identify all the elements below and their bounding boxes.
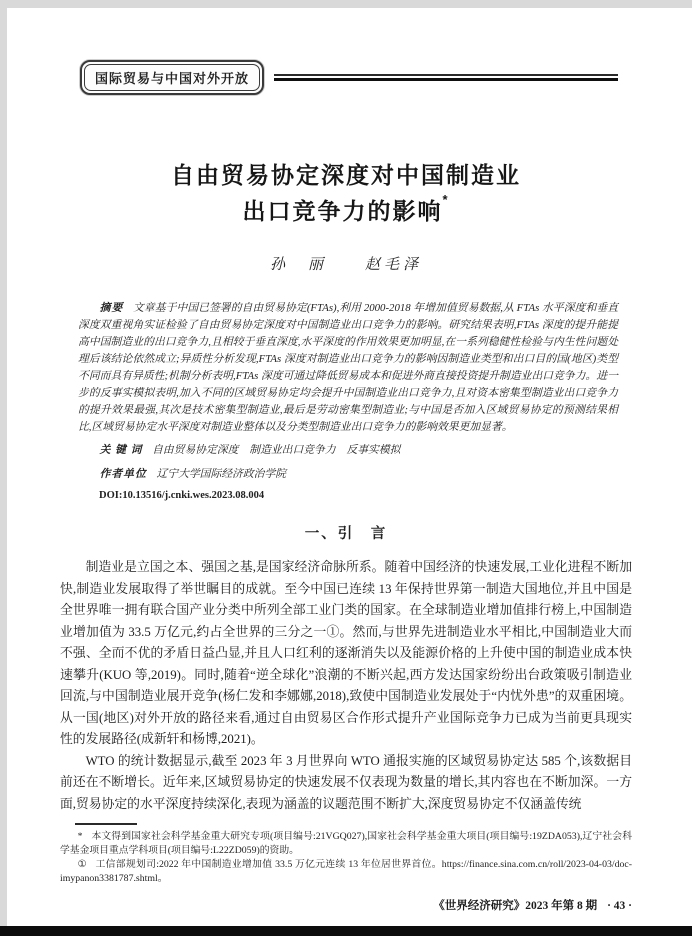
footnote-circle1-marker: ① [77, 859, 87, 870]
title-footnote-mark: * [442, 192, 450, 207]
column-badge-label: 国际贸易与中国对外开放 [84, 64, 260, 91]
body-paragraph-1: 制造业是立国之本、强国之基,是国家经济命脉所系。随着中国经济的快速发展,工业化进程不断加快,制造业发展取得了举世瞩目的成就。至今中国已连续 13 年保持世界第一制造大国地位,并且中国是全世界唯一拥有联合国产业分类中所列全部工业门类的国家。在全球制造业增加值排行榜上,中国制造业增加值为 33.5 万亿元,约占全世界的三分之一①。然而,与世界先进制造业水平相比,中国制造业大而不强、全而不优的矛盾日益凸显,并且人口红利的逐渐消失以及能源价格的上升使中国的制造业成本快速攀升(KUO 等,2019)。同时,随着“逆全球化”浪潮的不断兴起,西方发达国家纷纷出台政策吸引制造业回流,与中国制造业展开竞争(杨仁发和李娜娜,2018),致使中国制造业发展处于“内忧外患”的双重困境。从一国(地区)对外开放的路径来看,通过自由贸易区合作形式提升产业国际竞争力已成为当前更具现实性的发展路径(成新轩和杨博,2021)。 [60, 560, 632, 746]
journal-issue: 《世界经济研究》2023 年第 8 期 [433, 900, 598, 912]
header-rule-thin-line [274, 74, 618, 76]
abstract-text: 文章基于中国已签署的自由贸易协定(FTAs),利用 2000-2018 年增加值贸易数据,从 FTAs 水平深度和垂直深度双重视角实证检验了自由贸易协定深度对中国制造业出口竞争力的影响。研究结果表明,FTAs 深度的提升能提高中国制造业的出口竞争力,且相较于垂直深度,水平深度的作用效果更加明显,在一系列稳健性检验与内生性问题处理后该结论依然成立;异质性分析发现,FTAs 深度对制造业出口竞争力的影响因制造业类型和出口目的国(地区)类型不同而具有异质性;机制分析表明,FTAs 深度可通过降低贸易成本和促进外商直接投资提升制造业出口竞争力。进一步的反事实模拟表明,加入不同的区域贸易协定均会提升中国制造业出口竞争力,且对资本密集型制造业出口竞争力的提升效果最强,其次是技术密集型制造业,最后是劳动密集型制造业;与中国是否加入区域贸易协定的预测结果相比,区域贸易协定水平深度对制造业整体以及分类型制造业出口竞争力的影响效果更加显著。 [78, 302, 619, 433]
footnote-asterisk-marker: * [77, 831, 83, 842]
paper-title-line1: 自由贸易协定深度对中国制造业 [171, 162, 521, 188]
keywords-label: 关 键 词 [99, 444, 143, 456]
body-paragraph-2: WTO 的统计数据显示,截至 2023 年 3 月世界向 WTO 通报实施的区域贸易协定达 585 个,该数据目前还在不断增长。近年来,区域贸易协定的快速发展不仅表现为数量的增长,其内容也在不断加深。一方面,贸易协定的水平深度持续深化,表现为涵盖的议题范围不断扩大,深度贸易协定不仅涵盖传统 [60, 753, 632, 811]
scanned-paper-page [7, 8, 692, 926]
page-footer [60, 897, 632, 913]
header-double-rule [274, 74, 618, 81]
paper-title [60, 157, 632, 229]
footnote-source-text: 工信部规划司:2022 年中国制造业增加值 33.5 万亿元连续 13 年位居世界首位。https://finance.sina.com.cn/roll/2023-04-03/doc-imypanon3381787.shtml。 [60, 859, 632, 884]
journal-column-header [60, 60, 632, 95]
footnotes [60, 830, 632, 885]
doi-line: DOI:10.13516/j.cnki.wes.2023.08.004 [99, 490, 265, 501]
section-heading-introduction: 一、引 言 [304, 526, 388, 542]
keywords-line [78, 440, 618, 460]
body-text [60, 557, 632, 815]
footnote-divider-rule [75, 823, 137, 825]
abstract-block [78, 300, 618, 506]
paper-title-line2: 出口竞争力的影响* [242, 192, 450, 224]
footnote-funding [60, 830, 632, 857]
footnote-source [60, 858, 632, 885]
abstract-paragraph [78, 300, 618, 436]
authors: 孙 丽 赵毛泽 [269, 257, 422, 273]
header-rule-thick-line [274, 78, 618, 81]
abstract-label: 摘要 [99, 302, 124, 314]
scan-bottom-edge [0, 926, 692, 936]
page-number: · 43 · [607, 900, 632, 912]
column-badge [80, 60, 264, 95]
affiliation-value: 辽宁大学国际经济政治学院 [156, 468, 287, 480]
affiliation-line [78, 464, 618, 484]
keywords-terms: 自由贸易协定深度 制造业出口竞争力 反事实模拟 [152, 444, 401, 456]
footnote-funding-text: 本文得到国家社会科学基金重大研究专项(项目编号:21VGQ027),国家社会科学基金重大项目(项目编号:19ZDA053),辽宁社会科学基金项目重点学科项目(项目编号:L22ZD059)的资助。 [60, 831, 632, 856]
affiliation-label: 作者单位 [99, 468, 147, 480]
